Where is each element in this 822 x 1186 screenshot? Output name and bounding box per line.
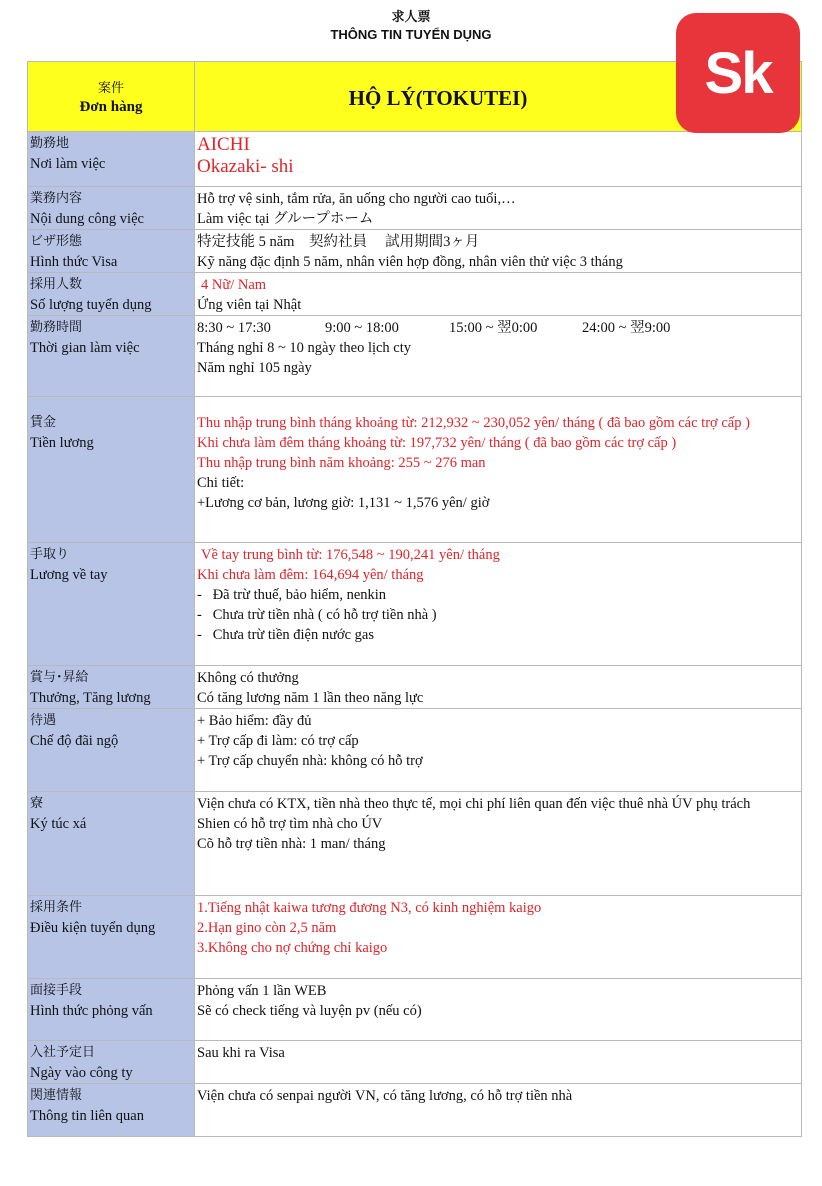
visa-line-2: Kỹ năng đặc định 5 năm, nhân viên hợp đồng, nhân viên thử việc 3 tháng	[197, 254, 623, 270]
table-row-requirements	[28, 896, 802, 979]
header-title-jp: 求人票	[391, 10, 431, 25]
visa-line-1: 特定技能 5 năm 契約社員 試用期間3ヶ月	[197, 234, 480, 250]
requirements-label-jp: 採用条件	[30, 900, 83, 915]
salary-label-jp: 賃金	[30, 415, 57, 430]
bonus-label-jp: 賞与･昇給	[30, 670, 89, 685]
hours-shifts	[197, 318, 799, 338]
table-row-dorm	[28, 792, 802, 896]
bonus-line-1: Không có thưởng	[197, 670, 299, 686]
quantity-line-1: 4 Nữ/ Nam	[201, 277, 267, 293]
table-row-interview	[28, 979, 802, 1041]
table-row-location	[28, 132, 802, 187]
shift-1: 8:30 ~ 17:30	[197, 320, 271, 336]
table-row-hours	[28, 316, 802, 397]
interview-label-jp: 面接手段	[30, 983, 83, 998]
job-info-table	[27, 61, 802, 1137]
visa-label-vn: Hình thức Visa	[30, 254, 118, 270]
table-row-quantity	[28, 273, 802, 316]
start-label-vn: Ngày vào công ty	[30, 1065, 133, 1081]
related-line-1: Viện chưa có senpai người VN, có tăng lương, có hỗ trợ tiền nhà	[197, 1088, 573, 1104]
takehome-line-5: - Chưa trừ tiền điện nước gas	[197, 627, 375, 643]
salary-line-4: Chi tiết:	[197, 475, 245, 491]
order-label-vn: Đơn hàng	[79, 98, 143, 115]
benefits-label-vn: Chế độ đãi ngộ	[30, 733, 119, 749]
shift-2: 9:00 ~ 18:00	[325, 320, 399, 336]
dorm-line-2: Shien có hỗ trợ tìm nhà cho ÚV	[197, 816, 383, 832]
order-label-cell	[28, 62, 195, 132]
requirements-line-2: 2.Hạn gino còn 2,5 năm	[197, 920, 337, 936]
quantity-label-jp: 採用人数	[30, 277, 83, 292]
dorm-line-3: Cõ hỗ trợ tiền nhà: 1 man/ tháng	[197, 836, 386, 852]
location-label-jp: 勤務地	[30, 136, 70, 151]
sk-logo: Sk	[676, 13, 800, 133]
hours-label-vn: Thời gian làm việc	[30, 340, 140, 356]
dorm-label-jp: 寮	[30, 796, 44, 811]
benefits-line-1: + Bảo hiểm: đầy đủ	[197, 713, 312, 729]
requirements-label-vn: Điều kiện tuyển dụng	[30, 920, 156, 936]
job-label-vn: Nội dung công việc	[30, 211, 144, 227]
header-title-vn: THÔNG TIN TUYỂN DỤNG	[330, 27, 492, 42]
dorm-label-vn: Ký túc xá	[30, 816, 87, 832]
quantity-line-2: Ứng viên tại Nhật	[197, 297, 302, 313]
table-row-bonus	[28, 666, 802, 709]
table-row-salary	[28, 397, 802, 543]
takehome-line-3: - Đã trừ thuế, bảo hiểm, nenkin	[197, 587, 387, 603]
takehome-line-1: Về tay trung bình từ: 176,548 ~ 190,241 yên/ tháng	[201, 547, 500, 563]
job-line-2: Làm việc tại グループホーム	[197, 211, 374, 227]
interview-line-1: Phỏng vấn 1 lần WEB	[197, 983, 327, 999]
shift-3: 15:00 ~ 翌0:00	[449, 320, 538, 336]
table-row-visa	[28, 230, 802, 273]
requirements-line-1: 1.Tiếng nhật kaiwa tương đương N3, có kinh nghiệm kaigo	[197, 900, 542, 916]
bonus-label-vn: Thưởng, Tăng lương	[30, 690, 151, 706]
job-label-jp: 業務内容	[30, 191, 83, 206]
benefits-label-jp: 待遇	[30, 713, 57, 728]
takehome-label-vn: Lương về tay	[30, 567, 108, 583]
requirements-line-3: 3.Không cho nợ chứng chỉ kaigo	[197, 940, 388, 956]
start-line-1: Sau khi ra Visa	[197, 1045, 285, 1061]
location-city: Okazaki- shi	[197, 156, 294, 177]
table-row-job	[28, 187, 802, 230]
takehome-label-jp: 手取り	[30, 547, 70, 562]
hours-label-jp: 勤務時間	[30, 320, 83, 335]
takehome-line-2: Khi chưa làm đêm: 164,694 yên/ tháng	[197, 567, 424, 583]
bonus-line-2: Có tăng lương năm 1 lần theo năng lực	[197, 690, 424, 706]
visa-label-jp: ビザ形態	[30, 234, 83, 249]
salary-line-2: Khi chưa làm đêm tháng khoảng từ: 197,732 yên/ tháng ( đã bao gồm các trợ cấp )	[197, 435, 677, 451]
salary-line-1: Thu nhập trung bình tháng khoảng từ: 212,932 ~ 230,052 yên/ tháng ( đã bao gồm các trợ cấp )	[197, 415, 750, 431]
location-prefecture: AICHI	[197, 134, 250, 155]
start-label-jp: 入社予定日	[30, 1045, 96, 1060]
salary-label-vn: Tiền lương	[30, 435, 94, 451]
salary-line-5: +Lương cơ bản, lương giờ: 1,131 ~ 1,576 yên/ giờ	[197, 495, 490, 511]
benefits-line-3: + Trợ cấp chuyển nhà: không có hỗ trợ	[197, 753, 423, 769]
table-row-start	[28, 1041, 802, 1084]
hours-line-3: Năm nghỉ 105 ngày	[197, 360, 312, 376]
table-row-benefits	[28, 709, 802, 792]
table-row-takehome	[28, 543, 802, 666]
salary-line-3: Thu nhập trung bình năm khoảng: 255 ~ 276 man	[197, 455, 486, 471]
dorm-line-1: Viện chưa có KTX, tiền nhà theo thực tế, mọi chi phí liên quan đến việc thuê nhà ÚV phụ trách	[197, 796, 751, 812]
benefits-line-2: + Trợ cấp đi làm: có trợ cấp	[197, 733, 359, 749]
related-label-vn: Thông tin liên quan	[30, 1108, 144, 1124]
shift-4: 24:00 ~ 翌9:00	[582, 320, 671, 336]
quantity-label-vn: Số lượng tuyển dụng	[30, 297, 152, 313]
related-label-jp: 関連情報	[30, 1088, 83, 1103]
order-title: HỘ LÝ(TOKUTEI)	[348, 85, 528, 110]
order-label-jp: 案件	[97, 80, 124, 96]
location-label-vn: Nơi làm việc	[30, 156, 106, 172]
table-row-related	[28, 1084, 802, 1137]
takehome-line-4: - Chưa trừ tiền nhà ( có hỗ trợ tiền nhà )	[197, 607, 437, 623]
hours-line-2: Tháng nghỉ 8 ~ 10 ngày theo lịch cty	[197, 340, 412, 356]
interview-line-2: Sẽ có check tiếng và luyện pv (nếu có)	[197, 1003, 422, 1019]
job-line-1: Hỗ trợ vệ sinh, tắm rửa, ăn uống cho người cao tuổi,…	[197, 191, 516, 207]
interview-label-vn: Hình thức phỏng vấn	[30, 1003, 153, 1019]
